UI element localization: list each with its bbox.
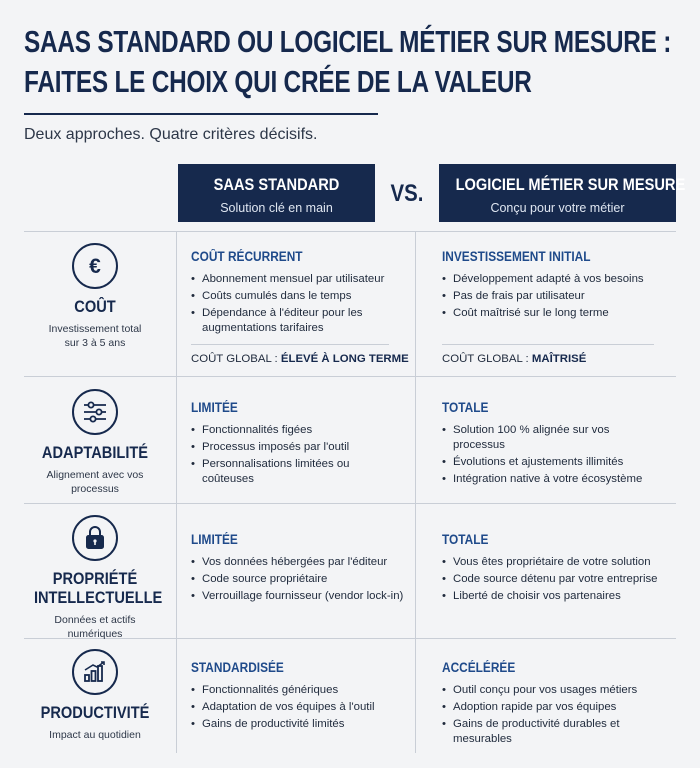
footer-label: COÛT GLOBAL : bbox=[442, 353, 532, 365]
cell-heading: LIMITÉE bbox=[191, 400, 238, 415]
criterion-description-line: Données et actifs bbox=[54, 614, 136, 626]
list-item: • Fonctionnalités figées bbox=[191, 423, 401, 438]
page-title bbox=[24, 22, 672, 102]
criterion-description-line: Alignement avec vos bbox=[46, 469, 144, 481]
criterion-name: COÛT bbox=[74, 297, 116, 316]
bullet-list bbox=[191, 555, 406, 604]
criterion-description-line: numériques bbox=[67, 628, 123, 640]
list-item: • Gains de productivité limités bbox=[191, 717, 401, 732]
criterion-name bbox=[33, 569, 163, 607]
column-subtitle-custom: Conçu pour votre métier bbox=[490, 201, 625, 215]
cell-custom-cost bbox=[442, 249, 670, 371]
list-item: • Fonctionnalités génériques bbox=[191, 683, 401, 698]
bullet-list bbox=[442, 423, 664, 487]
criterion-description bbox=[24, 613, 166, 641]
bar-chart-icon bbox=[72, 649, 118, 695]
column-title-saas: SAAS STANDARD bbox=[213, 175, 340, 194]
cell-saas-cost bbox=[191, 249, 409, 371]
cell-heading: LIMITÉE bbox=[191, 532, 238, 547]
criterion-description bbox=[24, 468, 166, 496]
cell-saas-ip bbox=[191, 532, 406, 606]
euro-icon bbox=[72, 243, 118, 289]
list-item: • Coûts cumulés dans le temps bbox=[191, 289, 401, 304]
list-item: • Adaptation de vos équipes à l'outil bbox=[191, 700, 401, 715]
cell-saas-productivity bbox=[191, 660, 401, 734]
list-item: • Vos données hébergées par l'éditeur bbox=[191, 555, 406, 570]
row-divider bbox=[24, 231, 676, 232]
criterion-description-line: sur 3 à 5 ans bbox=[64, 337, 126, 349]
cell-custom-ip bbox=[442, 532, 670, 606]
criterion-description-line: Impact au quotidien bbox=[49, 729, 141, 741]
list-item: • Développement adapté à vos besoins bbox=[442, 272, 670, 287]
cell-heading: TOTALE bbox=[442, 400, 489, 415]
list-item: • Évolutions et ajustements illimités bbox=[442, 455, 664, 470]
cell-custom-adaptability bbox=[442, 400, 664, 489]
list-item: • Outil conçu pour vos usages métiers bbox=[442, 683, 654, 698]
footer-divider bbox=[191, 344, 389, 345]
cost-footer bbox=[442, 353, 586, 365]
list-item: • Vous êtes propriétaire de votre solution bbox=[442, 555, 670, 570]
cell-heading: ACCÉLÉRÉE bbox=[442, 660, 516, 675]
bullet-list bbox=[191, 683, 401, 732]
list-item: • Liberté de choisir vos partenaires bbox=[442, 589, 670, 604]
list-item: • Processus imposés par l'outil bbox=[191, 440, 401, 455]
cost-footer bbox=[191, 353, 409, 365]
list-item: • Coût maîtrisé sur le long terme bbox=[442, 306, 670, 321]
criterion-name-line: INTELLECTUELLE bbox=[33, 588, 163, 607]
criterion-name: PRODUCTIVITÉ bbox=[40, 703, 150, 722]
list-item: • Solution 100 % alignée sur vos processus bbox=[442, 423, 664, 453]
cell-saas-adaptability bbox=[191, 400, 401, 489]
list-item: • Code source propriétaire bbox=[191, 572, 406, 587]
row-divider bbox=[24, 376, 676, 377]
title-underline bbox=[24, 113, 378, 115]
criterion-productivity bbox=[24, 649, 166, 742]
criterion-intellectual-property bbox=[24, 515, 166, 641]
column-title-custom: LOGICIEL MÉTIER SUR MESURE bbox=[455, 175, 686, 194]
cell-heading: INVESTISSEMENT INITIAL bbox=[442, 249, 591, 264]
criterion-description bbox=[24, 728, 166, 742]
criterion-description-line: processus bbox=[71, 483, 119, 495]
list-item: • Abonnement mensuel par utilisateur bbox=[191, 272, 401, 287]
criterion-cost bbox=[24, 243, 166, 350]
bullet-list bbox=[191, 423, 401, 487]
column-subtitle-saas: Solution clé en main bbox=[220, 201, 333, 215]
list-item: • Pas de frais par utilisateur bbox=[442, 289, 670, 304]
criterion-adaptability bbox=[24, 389, 166, 496]
list-item: • Personnalisations limitées ou coûteuses bbox=[191, 457, 401, 487]
title-line-2: FAITES LE CHOIX QUI CRÉE DE LA VALEUR bbox=[24, 65, 532, 99]
footer-value: ÉLEVÉ À LONG TERME bbox=[280, 353, 409, 365]
list-item: • Verrouillage fournisseur (vendor lock-in) bbox=[191, 589, 406, 604]
sliders-icon bbox=[72, 389, 118, 435]
lock-icon bbox=[72, 515, 118, 561]
column-divider bbox=[415, 231, 416, 753]
column-divider bbox=[176, 231, 177, 753]
column-header-custom bbox=[439, 164, 686, 222]
footer-label: COÛT GLOBAL : bbox=[191, 353, 281, 365]
list-item: • Gains de productivité durables et mesurables bbox=[442, 717, 654, 747]
list-item: • Intégration native à votre écosystème bbox=[442, 472, 664, 487]
list-item: • Code source détenu par votre entreprise bbox=[442, 572, 670, 587]
column-header-saas bbox=[178, 164, 375, 222]
list-item: • Adoption rapide par vos équipes bbox=[442, 700, 654, 715]
bullet-list bbox=[442, 555, 670, 604]
cell-custom-productivity bbox=[442, 660, 654, 749]
svg-text:€: € bbox=[89, 255, 101, 278]
bullet-list bbox=[191, 272, 401, 336]
versus-label: VS. bbox=[390, 180, 424, 207]
criterion-description-line: Investissement total bbox=[48, 323, 142, 335]
footer-divider bbox=[442, 344, 654, 345]
footer-value: MAÎTRISÉ bbox=[531, 353, 587, 365]
criterion-name: ADAPTABILITÉ bbox=[41, 443, 149, 462]
list-item: • Dépendance à l'éditeur pour les augmentations tarifaires bbox=[191, 306, 401, 336]
title-line-1: SAAS STANDARD OU LOGICIEL MÉTIER SUR MESURE : bbox=[24, 25, 672, 59]
cell-heading: COÛT RÉCURRENT bbox=[191, 249, 303, 264]
criterion-name-line: PROPRIÉTÉ bbox=[52, 569, 138, 588]
row-divider bbox=[24, 503, 676, 504]
subtitle: Deux approches. Quatre critères décisifs. bbox=[24, 126, 318, 143]
cell-heading: STANDARDISÉE bbox=[191, 660, 284, 675]
cell-heading: TOTALE bbox=[442, 532, 489, 547]
bullet-list bbox=[442, 272, 670, 321]
criterion-description bbox=[24, 322, 166, 350]
bullet-list bbox=[442, 683, 654, 747]
